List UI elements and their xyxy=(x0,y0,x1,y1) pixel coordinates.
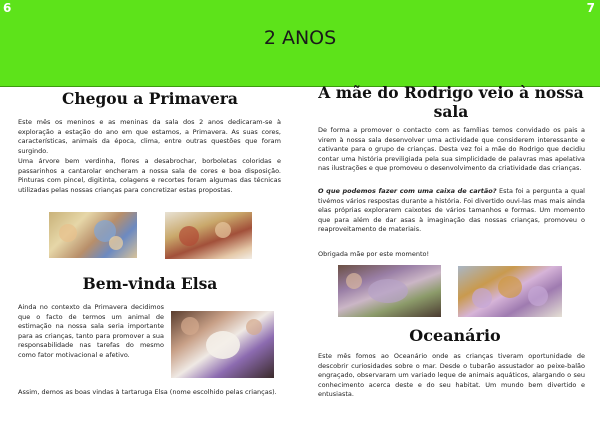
photo-rodrigo-1 xyxy=(338,265,441,317)
header-banner xyxy=(0,0,600,87)
rodrigo-paragraph-1: De forma a promover o contacto com as famílias temos convidado os pais a virem à nossa sala desenvolver uma actividade que considerem interessante e cativante para o grupo de crianças. Desta vez foi a mãe do Rodrigo que decidiu contar uma história previligiada pela sua simplicidade de palavras mas apelativa nas ilustrações e que promoveu o desenvolvimento da criatividade das crianças. xyxy=(318,126,585,173)
rodrigo-paragraph-2-text: Esta foi a pergunta a qual tivémos vários respostas durante a história. Foi divertido ouvi-las mas mais ainda elas próprias explorarem caixotes de vários tamanhos e formas. Um momento que para além de dar asas à imaginação das nossas crianças, promoveu o reaproveitamento de materiais. xyxy=(318,187,585,234)
primavera-heading: Chegou a Primavera xyxy=(62,89,238,108)
primavera-paragraph-1: Este mês os meninos e as meninas da sala dos 2 anos dedicaram-se à exploração a estação do ano em que estamos, a Primavera. As suas cores, características, animais da época, clima, entre outras questões que foram surgindo. xyxy=(18,118,281,155)
photo-primavera-1 xyxy=(49,212,137,258)
rodrigo-paragraph-3: Obrigada mãe por este momento! xyxy=(318,250,430,258)
rodrigo-heading: A mãe do Rodrigo veio à nossa sala xyxy=(318,83,584,121)
oceanario-heading: Oceanário xyxy=(409,326,501,345)
elsa-heading: Bem-vinda Elsa xyxy=(82,274,218,293)
rodrigo-paragraph-2 xyxy=(318,187,585,235)
primavera-paragraph-2: Uma árvore bem verdinha, flores a desabrochar, borboletas coloridas e passarinhos a cantarolar encheram a nossa sala de cores e boa disposição. Pinturas com pincel, digitinta, colagens e recortes foram algumas das técnicas utilizadas pelas nossas crianças para concretizar estas propostas. xyxy=(18,157,281,194)
elsa-paragraph-2: Assim, demos as boas vindas à tartaruga Elsa (nome escolhido pelas crianças). xyxy=(18,388,277,396)
photo-rodrigo-2 xyxy=(458,266,562,317)
page-number-right: 7 xyxy=(586,1,595,15)
elsa-paragraph-1: Ainda no contexto da Primavera decidimos que o facto de termos um animal de estimação na nossa sala seria importante para as crianças, tanto para promover a sua responsabilidade nas tarefas do mesmo como fator motivacional e afetivo. xyxy=(18,303,164,359)
oceanario-paragraph: Este mês fomos ao Oceanário onde as crianças tiveram oportunidade de descobrir curiosidades sobre o mar. Desde o tubarão assustador ao peixe-balão engraçado, observaram um variado leque de animais aquáticos, alargando o seu conhecimento acerca deste e do seu habitat. Um mundo bem divertido e entusiasta. xyxy=(318,352,585,399)
rodrigo-question: O que podemos fazer com uma caixa de cartão? xyxy=(318,187,497,195)
photo-primavera-2 xyxy=(165,212,252,259)
page-number-left: 6 xyxy=(3,1,12,15)
photo-elsa xyxy=(171,311,274,378)
banner-title: 2 ANOS xyxy=(263,27,337,49)
